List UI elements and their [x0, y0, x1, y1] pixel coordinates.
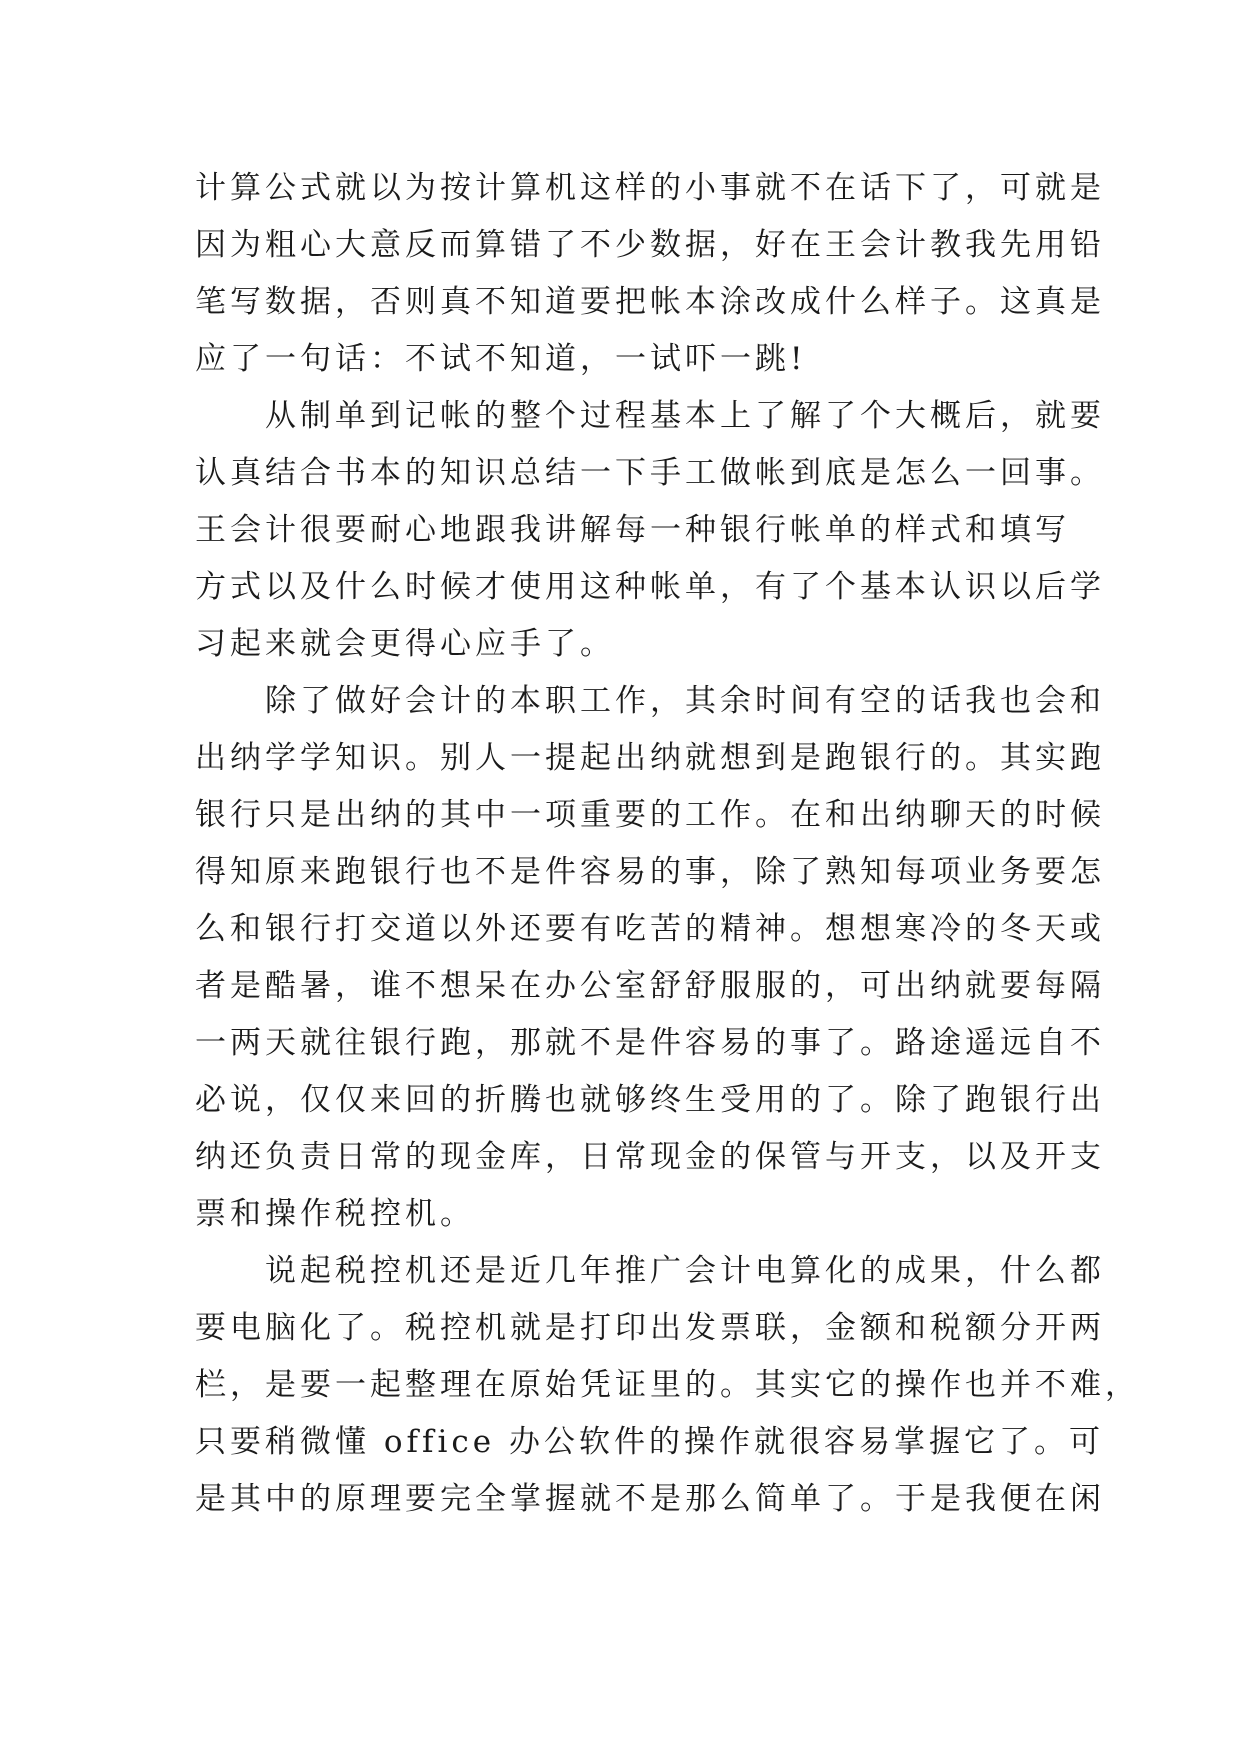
- text-line: 得知原来跑银行也不是件容易的事，除了熟知每项业务要怎: [195, 854, 1105, 890]
- text-line: 只要稍微懂 office 办公软件的操作就很容易掌握它了。可: [195, 1424, 1104, 1460]
- text-line: 认真结合书本的知识总结一下手工做帐到底是怎么一回事。: [195, 455, 1105, 491]
- text-line: 方式以及什么时候才使用这种帐单，有了个基本认识以后学: [195, 569, 1105, 605]
- text-line: 一两天就往银行跑，那就不是件容易的事了。路途遥远自不: [195, 1025, 1105, 1061]
- text-line: 者是酷暑，谁不想呆在办公室舒舒服服的，可出纳就要每隔: [195, 968, 1105, 1004]
- text-line: 笔写数据，否则真不知道要把帐本涂改成什么样子。这真是: [195, 284, 1105, 320]
- text-line: 出纳学学知识。别人一提起出纳就想到是跑银行的。其实跑: [195, 740, 1105, 776]
- text-line: 王会计很要耐心地跟我讲解每一种银行帐单的样式和填写: [195, 512, 1070, 548]
- text-line: 要电脑化了。税控机就是打印出发票联，金额和税额分开两: [195, 1310, 1105, 1346]
- text-line: 应了一句话：不试不知道，一试吓一跳!: [195, 341, 807, 377]
- text-line: 计算公式就以为按计算机这样的小事就不在话下了，可就是: [195, 170, 1105, 206]
- text-line: 因为粗心大意反而算错了不少数据，好在王会计教我先用铅: [195, 227, 1105, 263]
- text-line: 票和操作税控机。: [195, 1196, 475, 1232]
- text-line: 栏，是要一起整理在原始凭证里的。其实它的操作也并不难，: [195, 1367, 1140, 1403]
- paragraph-first-line: 说起税控机还是近几年推广会计电算化的成果，什么都: [265, 1253, 1105, 1289]
- text-line: 银行只是出纳的其中一项重要的工作。在和出纳聊天的时候: [195, 797, 1105, 833]
- paragraph-first-line: 从制单到记帐的整个过程基本上了解了个大概后，就要: [265, 398, 1105, 434]
- text-line: 习起来就会更得心应手了。: [195, 626, 615, 662]
- text-line: 纳还负责日常的现金库，日常现金的保管与开支，以及开支: [195, 1139, 1105, 1175]
- body-text: [195, 160, 1140, 1528]
- text-line: 么和银行打交道以外还要有吃苦的精神。想想寒冷的冬天或: [195, 911, 1105, 947]
- text-line: 是其中的原理要完全掌握就不是那么简单了。于是我便在闲: [195, 1481, 1105, 1517]
- text-line: 必说，仅仅来回的折腾也就够终生受用的了。除了跑银行出: [195, 1082, 1105, 1118]
- paragraph-first-line: 除了做好会计的本职工作，其余时间有空的话我也会和: [265, 683, 1105, 719]
